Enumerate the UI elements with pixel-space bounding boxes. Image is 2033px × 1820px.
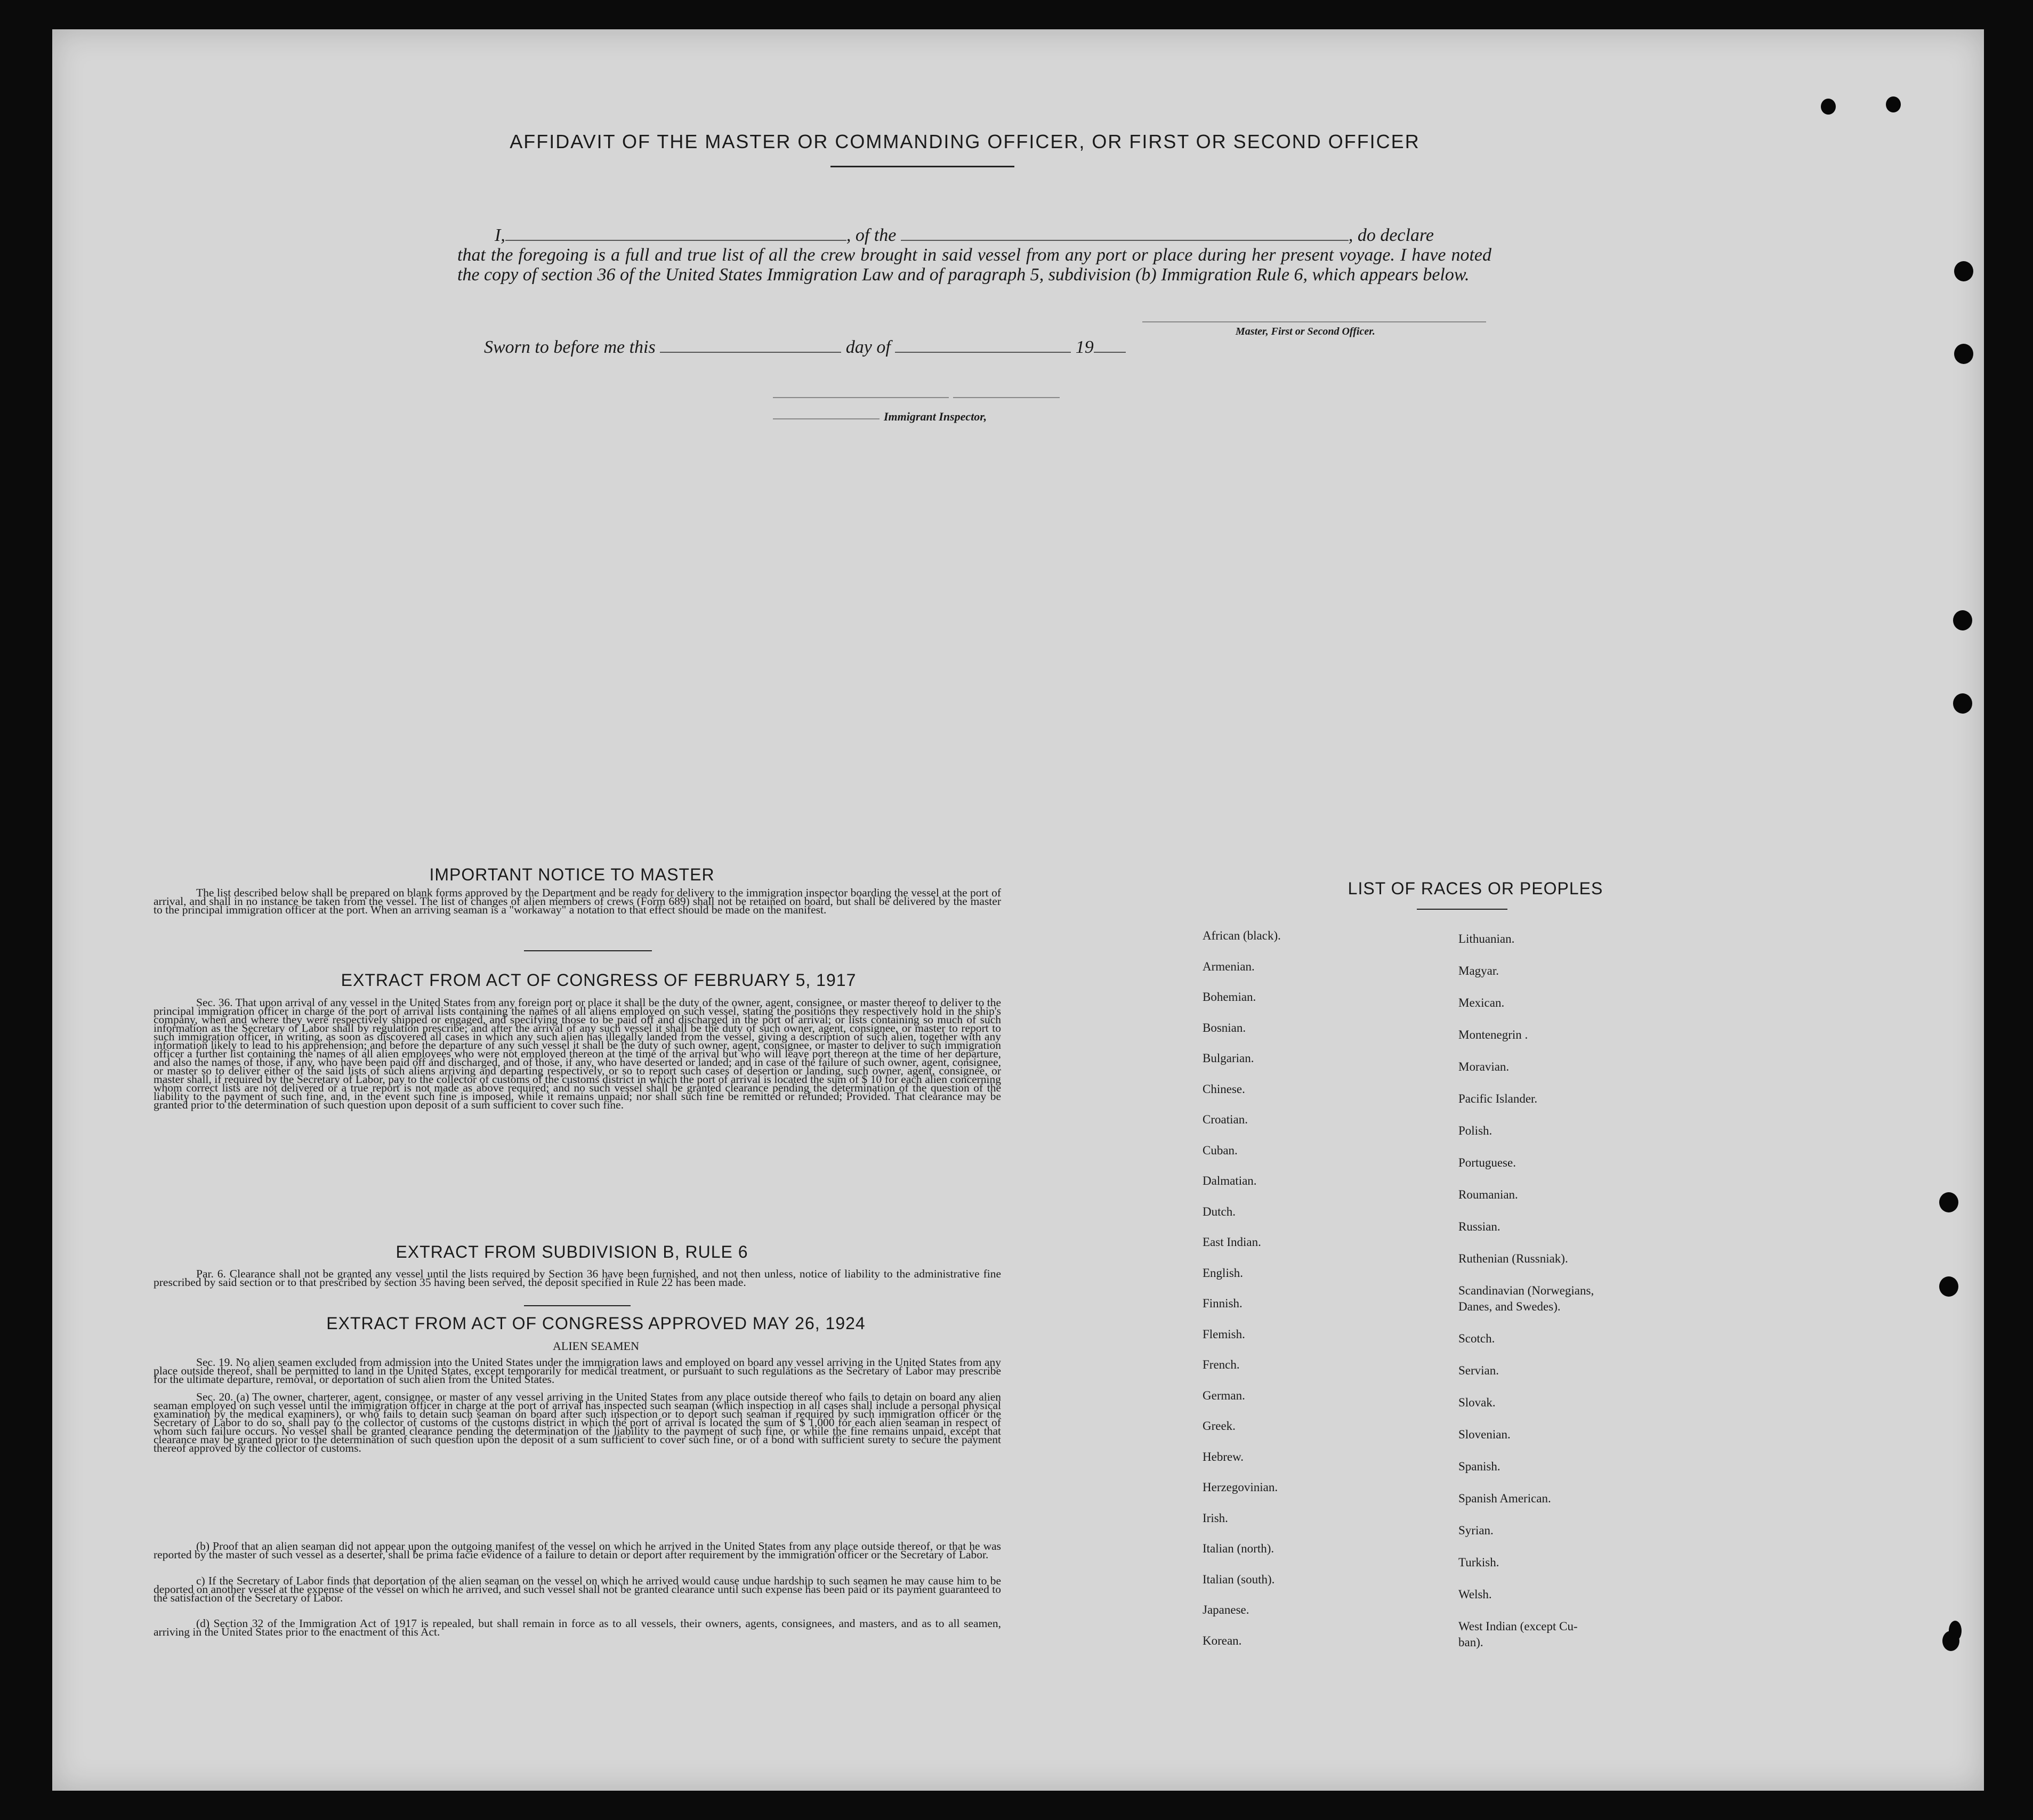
race-item: Dutch. — [1203, 1204, 1236, 1218]
race-item: Roumanian. — [1458, 1188, 1518, 1201]
extract-1924-heading: EXTRACT FROM ACT OF CONGRESS APPROVED MAY 26, 1924 — [326, 1314, 866, 1333]
race-item: Spanish American. — [1458, 1492, 1551, 1505]
binder-hole — [1954, 344, 1973, 364]
races-heading: LIST OF RACES OR PEOPLES — [1348, 879, 1603, 898]
inspector-line-1 — [773, 397, 949, 398]
race-item: Bohemian. — [1203, 990, 1256, 1004]
race-item: Scandinavian (Norwegians, — [1458, 1284, 1594, 1297]
race-item: Italian (north). — [1203, 1542, 1274, 1555]
notice-text: The list described below shall be prepared on blank forms approved by the Department and be ready for delivery to the immigration inspector boarding the vessel at the port of arrival, and shall in no instance be taken from the vessel. The list of changes of alien members of crews (Form 689) shall not be retained on board, but shall be delivered by the master to the principal immigration officer at the port. When an arriving seaman is a "workaway" a notation to that effect should be made on the manifest. — [154, 886, 1001, 916]
sworn-line — [484, 337, 1126, 358]
extract-1924-sec19: Sec. 19. No alien seamen excluded from admission into the United States under the immigration laws and employed on board any vessel arriving in the United States from any place outside thereof, shall be permitted to land in the United States, except temporarily for medical treatment, or pursuant to such regulations as the Secretary of Labor may prescribe for the ultimate departure, removal, or deportation of such alien from the United States. — [154, 1356, 1001, 1386]
sworn-text: Sworn to before me this — [484, 337, 656, 357]
inspector-label: Immigrant Inspector, — [884, 410, 987, 423]
race-item: Greek. — [1203, 1419, 1236, 1433]
race-item: Armenian. — [1203, 959, 1255, 973]
binder-hole — [1939, 1192, 1958, 1212]
race-item: Ruthenian (Russniak). — [1458, 1252, 1568, 1265]
race-item: Scotch. — [1458, 1332, 1495, 1345]
race-item: Bosnian. — [1203, 1021, 1246, 1034]
race-item: West Indian (except Cu- — [1458, 1620, 1578, 1633]
race-item: Mexican. — [1458, 996, 1505, 1009]
notice-heading: IMPORTANT NOTICE TO MASTER — [429, 865, 715, 884]
extract-1917-heading: EXTRACT FROM ACT OF CONGRESS OF FEBRUARY 5, 1917 — [341, 970, 857, 990]
race-item: Croatian. — [1203, 1113, 1248, 1126]
extract-1924-sec20: Sec. 20. (a) The owner, charterer, agent, consignee, or master of any vessel arriving in the United States from any place outside thereof who fails to detain on board any alien seaman employed on such vessel until the immigration officer in charge at the port of arrival has inspected such seaman (which inspection in all cases shall include a personal physical examination by the medical examiners), or who fails to detain such seaman on board after such inspection or to deport such seaman if required by such immigration officer or the Secretary of Labor to do so, shall pay to the collector of customs of the customs district in which the port of arrival is located the sum of $ 1,000 for each alien seaman in respect of whom such failure occurs. No vessel shall be granted clearance pending the determination of the liability to the payment of such fine, or while the fine remains unpaid, except that clearance may be granted prior to the determination of such question upon the deposit of a sum sufficient to cover such fine, or of a bond with sufficient surety to secure the payment thereof approved by the collector of customs. — [154, 1390, 1001, 1454]
subdivision-text: Par. 6. Clearance shall not be granted any vessel until the lists required by Section 36 have been furnished, and not then unless, notice of liability to the administrative fine prescribed by said section or to that prescribed by section 35 having been served, the deposit specified in Rule 22 has been made. — [154, 1267, 1001, 1289]
race-item: Cuban. — [1203, 1143, 1238, 1157]
race-item: Syrian. — [1458, 1524, 1494, 1537]
day-blank-line — [660, 352, 841, 353]
inspector-line-3 — [773, 418, 880, 419]
name-blank-line — [505, 240, 846, 241]
race-item: Pacific Islander. — [1458, 1092, 1538, 1105]
year-prefix: 19 — [1075, 337, 1094, 357]
race-item: Korean. — [1203, 1633, 1242, 1647]
race-item: Servian. — [1458, 1364, 1499, 1377]
binder-hole — [1942, 1631, 1959, 1651]
race-item: Bulgarian. — [1203, 1051, 1254, 1065]
race-item: Lithuanian. — [1458, 932, 1515, 945]
race-item: Portuguese. — [1458, 1156, 1516, 1169]
race-item: East Indian. — [1203, 1235, 1261, 1249]
race-item: Montenegrin . — [1458, 1028, 1528, 1041]
race-item: Spanish. — [1458, 1460, 1500, 1473]
race-item: African (black). — [1203, 929, 1281, 942]
binder-hole — [1939, 1276, 1958, 1297]
inspector-line-2 — [953, 397, 1060, 398]
month-blank-line — [895, 352, 1071, 353]
binder-hole — [1953, 610, 1972, 630]
binder-hole — [1953, 693, 1972, 714]
race-item: Slovak. — [1458, 1396, 1496, 1409]
signature-label: Master, First or Second Officer. — [1236, 326, 1375, 337]
race-item: Finnish. — [1203, 1297, 1243, 1310]
race-item: Magyar. — [1458, 964, 1499, 977]
day-of-text: day of — [845, 337, 891, 357]
race-item: German. — [1203, 1388, 1245, 1402]
declare-of: , of the — [846, 225, 897, 245]
race-item: Hebrew. — [1203, 1450, 1244, 1463]
title-underline — [830, 166, 1014, 167]
race-item: French. — [1203, 1358, 1240, 1371]
document-page — [52, 29, 1984, 1791]
race-item: Dalmatian. — [1203, 1174, 1257, 1187]
notice-divider — [524, 950, 652, 951]
vessel-blank-line — [901, 240, 1349, 241]
subdivision-divider — [524, 1305, 631, 1306]
race-item: ban). — [1458, 1636, 1483, 1649]
extract-1924-sec20d: (d) Section 32 of the Immigration Act of 1917 is repealed, but shall remain in force as to all vessels, their owners, agents, consignees, and masters, and as to all seamen, arriving in the United States prior to the enactment of this Act. — [154, 1617, 1001, 1638]
race-item: Welsh. — [1458, 1588, 1492, 1601]
race-item: English. — [1203, 1266, 1244, 1280]
extract-1924-sec20b: (b) Proof that an alien seaman did not appear upon the outgoing manifest of the vessel on which he arrived in the United States from any place outside thereof, or that he was reported by the master of such vessel as a deserter, shall be prima facie evidence of a failure to detain or deport after requirement by the immigration officer or the Secretary of Labor. — [154, 1540, 1001, 1561]
race-item: Chinese. — [1203, 1082, 1245, 1096]
race-item: Danes, and Swedes). — [1458, 1300, 1561, 1313]
race-item: Turkish. — [1458, 1556, 1499, 1569]
extract-1924-sec20c: c) If the Secretary of Labor finds that deportation of the alien seaman on the vessel on which he arrived would cause undue hardship to such seamen he may cause him to be deported on another vessel at the expense of the vessel on which he arrived, and such vessel shall not be granted clearance until such expense has been paid or its payment guaranteed to the satisfaction of the Secretary of Labor. — [154, 1574, 1001, 1604]
race-item: Japanese. — [1203, 1603, 1249, 1616]
year-blank-line — [1094, 352, 1126, 353]
declare-prefix: I, — [495, 225, 505, 245]
subdivision-heading: EXTRACT FROM SUBDIVISION B, RULE 6 — [396, 1242, 748, 1261]
race-item: Slovenian. — [1458, 1428, 1511, 1441]
binder-hole — [1886, 96, 1901, 112]
binder-hole — [1821, 99, 1836, 115]
declare-suffix: , do declare — [1348, 225, 1434, 245]
race-item: Herzegovinian. — [1203, 1481, 1278, 1494]
signature-line — [1142, 321, 1486, 322]
extract-1917-text: Sec. 36. That upon arrival of any vessel in the United States from any foreign port or place it shall be the duty of the owner, agent, consignee, or master thereof to deliver to the principal immigration officer in charge of the port of arrival lists containing the names of all aliens employed on such vessel, stating the positions they respectively hold in the ship's company, when and where they were respectively shipped or engaged, and specifying those to be paid off and discharged in the port of arrival; or lists containing so much of such information as the Secretary of Labor shall by regulation prescribe; and after the arrival of any such vessel it shall be the duty of such owner, agent, consignee, or master to report to such immigration officer, in writing, as soon as discovered all cases in which any such alien has illegally landed from the vessel, giving a description of such alien, together with any information likely to lead to his apprehension; and before the departure of any such vessel it shall be the duty of such owner, agent, consignee, or master to deliver to such immigration officer a further list containing the names of all alien employees who were not employed thereon at the time of the arrival but who will leave port thereon at the time of her departure, and also the names of those, if any, who have been paid off and discharged, and of those, if any, who have deserted or landed; and in case of the failure of such owner, agent, consignee, or master so to deliver either of the said lists of such aliens arriving and departing respectively, or so to report such cases of desertion or landing, such owner, agent, consignee, or master shall, if required by the Secretary of Labor, pay to the collector of customs of the customs district in which the port of arrival is located the sum of $ 10 for each alien concerning whom correct lists are not delivered or a true report is not made as above required; and no such vessel shall be granted clearance pending the determination of the question of the liability to the payment of such fine, and, in the event such fine is imposed, while it remains unpaid; nor shall such fine be remitted or refunded; Provided. That clearance may be granted prior to the determination of such question upon deposit of a sum sufficient to cover such fine. — [154, 996, 1001, 1111]
races-divider — [1417, 909, 1507, 910]
race-item: Flemish. — [1203, 1327, 1245, 1341]
binder-hole — [1954, 261, 1973, 281]
affidavit-declaration — [457, 225, 1491, 285]
race-item: Polish. — [1458, 1124, 1493, 1137]
race-item: Moravian. — [1458, 1060, 1510, 1073]
race-item: Italian (south). — [1203, 1572, 1275, 1586]
affidavit-title: AFFIDAVIT OF THE MASTER OR COMMANDING OFFICER, OR FIRST OR SECOND OFFICER — [510, 131, 1420, 152]
affidavit-body: that the foregoing is a full and true list of all the crew brought in said vessel from any port or place during her present voyage. I have noted the copy of section 36 of the United States Immigration Law and of paragraph 5, subdivision (b) Immigration Rule 6, which appears below. — [457, 245, 1491, 285]
extract-1924-subheading: ALIEN SEAMEN — [553, 1339, 639, 1353]
race-item: Irish. — [1203, 1511, 1228, 1525]
race-item: Russian. — [1458, 1220, 1500, 1233]
